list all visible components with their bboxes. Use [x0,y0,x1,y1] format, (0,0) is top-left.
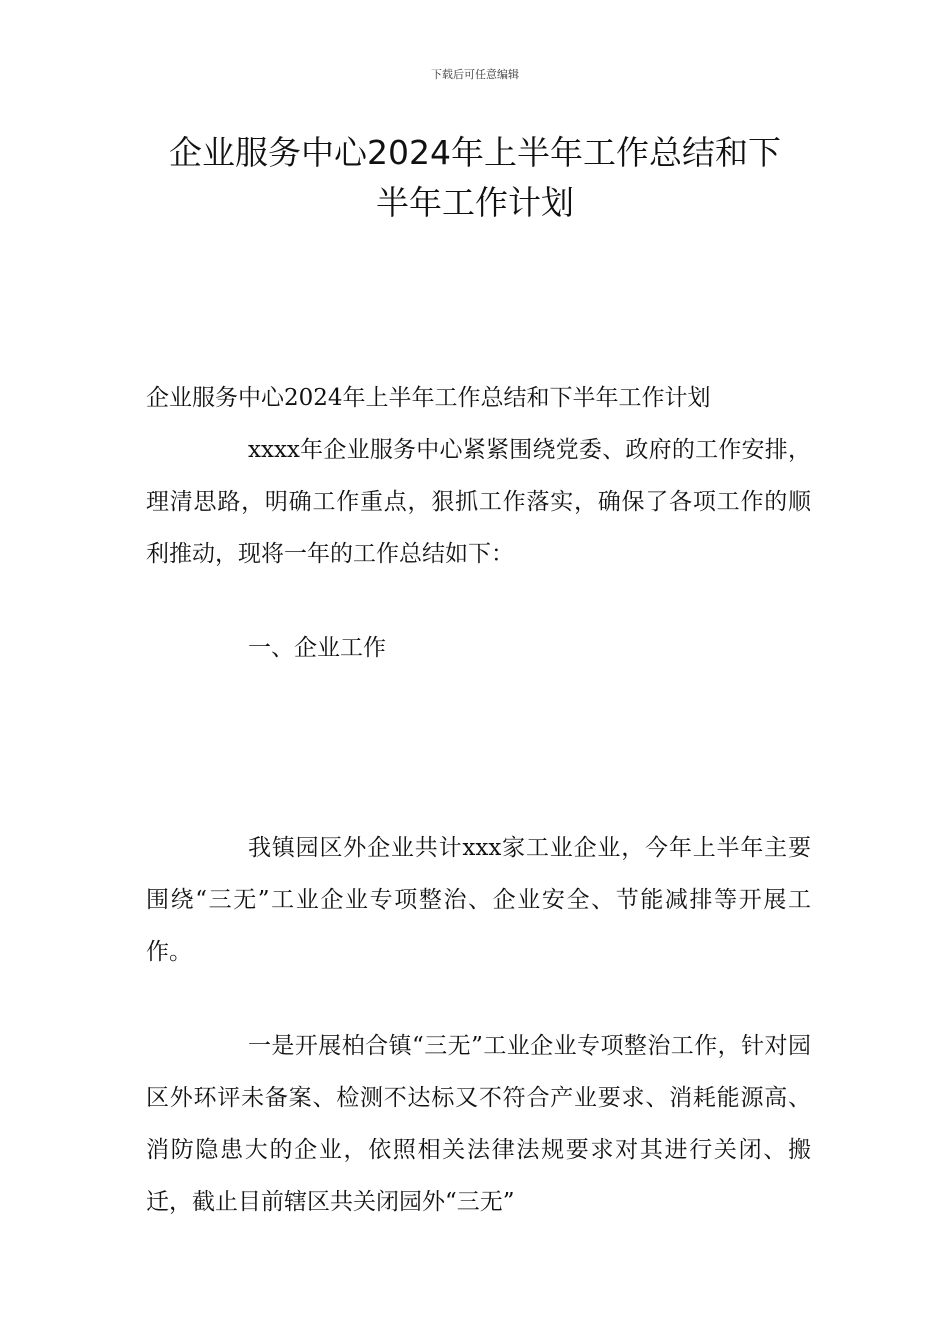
subtitle-line: 企业服务中心2024年上半年工作总结和下半年工作计划 [146,385,711,411]
paragraph-3: 一是开展柏合镇“三无”工业企业专项整治工作，针对园区外环评未备案、检测不达标又不符合产业要求、消耗能源高、消防隐患大的企业，依照相关法律法规要求对其进行关闭、搬迁，截止目前辖区共关闭园外“三无” [146,1033,811,1215]
paragraph-3-block [146,1020,811,1228]
paragraph-2: 我镇园区外企业共计xxx家工业企业，今年上半年主要围绕“三无”工业企业专项整治、企业安全、节能减排等开展工作。 [146,835,811,965]
section-heading: 一、企业工作 [248,635,386,661]
document-title [120,128,830,228]
intro-paragraph: xxxx年企业服务中心紧紧围绕党委、政府的工作安排，理清思路，明确工作重点，狠抓工作落实，确保了各项工作的顺利推动，现将一年的工作总结如下： [146,437,811,567]
title-line-2: 半年工作计划 [376,183,574,222]
title-line-1: 企业服务中心2024年上半年工作总结和下 [169,133,781,172]
paragraph-2-block [146,822,811,978]
intro-paragraph-block [146,424,811,580]
header-note: 下载后可任意编辑 [431,68,519,81]
